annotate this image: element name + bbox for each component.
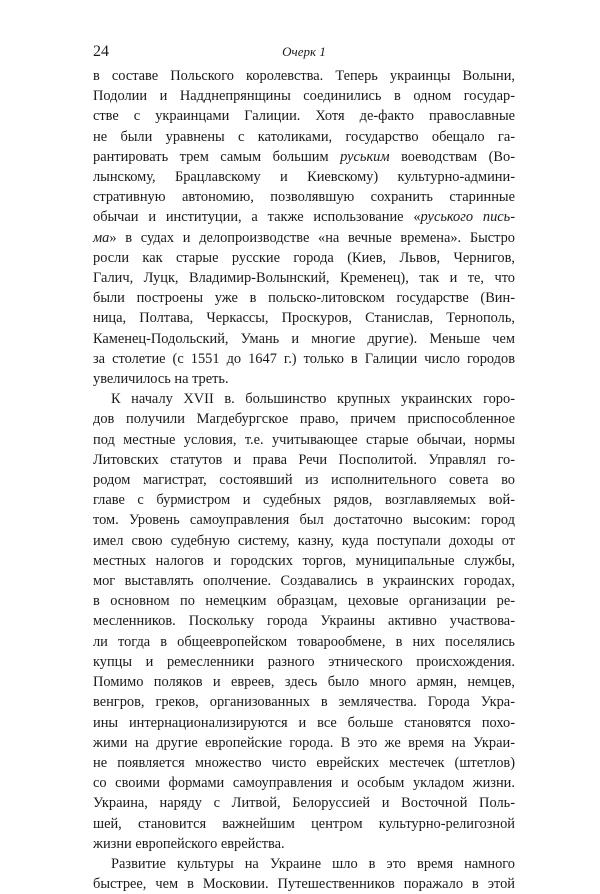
paragraph bbox=[93, 389, 515, 854]
text-run: ли тогда в общеевропейском товарообмене, в них поселялись bbox=[93, 633, 515, 650]
text-line bbox=[93, 632, 515, 652]
text-run: шей, становится важнейшим центром культурно-религозной bbox=[93, 815, 515, 832]
text-run: не появляется множество чисто еврейских местечек (штетлов) bbox=[93, 754, 515, 771]
text-line bbox=[93, 187, 515, 207]
text-line bbox=[93, 228, 515, 248]
text-run: не были уравнены с католиками, государство обещало га- bbox=[93, 128, 515, 145]
text-run: ины интернационализируются и все больше становятся похо- bbox=[93, 714, 515, 731]
text-run: в основном по немецким образцам, цеховые организации ре- bbox=[93, 593, 515, 610]
text-run: воеводствам (Во- bbox=[389, 148, 515, 165]
text-run: стве с украинцами Галиции. Хотя де-факто православные bbox=[93, 108, 515, 125]
text-run: купцы и ремесленники разного этнического происхождения. bbox=[93, 653, 515, 670]
text-run: со своими формами самоуправления и особым укладом жизни. bbox=[93, 775, 515, 792]
text-run: Помимо поляков и евреев, здесь было много армян, немцев, bbox=[93, 674, 515, 691]
text-run: Литовских статутов и права Речи Посполитой. Управлял го- bbox=[93, 451, 515, 468]
text-line bbox=[93, 470, 515, 490]
text-run: рантировать трем самым большим bbox=[93, 148, 341, 165]
text-run: месленников. Поскольку города Украины активно участвова- bbox=[93, 613, 515, 630]
running-title: Очерк 1 bbox=[282, 44, 326, 59]
text-line bbox=[93, 86, 515, 106]
text-line bbox=[93, 510, 515, 530]
text-run: » в судах и делопроизводстве «на вечные времена». Быстро bbox=[109, 229, 515, 246]
text-run: К началу XVII в. большинство крупных украинских горо- bbox=[111, 391, 515, 408]
text-run: обычаи и институции, а также использование « bbox=[93, 209, 421, 226]
text-run: Развитие культуры на Украине шло в это время намного bbox=[111, 855, 515, 872]
text-run: венгров, греков, организованных в землячества. Города Укра- bbox=[93, 694, 515, 711]
text-line bbox=[93, 430, 515, 450]
text-run: Украина, наряду с Литвой, Белоруссией и Восточной Поль- bbox=[93, 795, 515, 812]
text-line bbox=[93, 66, 515, 86]
text-run: стративную автономию, позволявшую сохранить старинные bbox=[93, 189, 515, 206]
text-line bbox=[93, 450, 515, 470]
paragraph bbox=[93, 854, 515, 894]
text-run: жизни европейского еврейства. bbox=[93, 835, 285, 852]
text-run: под местные условия, т.е. учитывающее старые обычаи, нормы bbox=[93, 431, 515, 448]
text-line bbox=[93, 773, 515, 793]
text-line bbox=[93, 753, 515, 773]
text-line bbox=[93, 551, 515, 571]
text-line bbox=[93, 369, 515, 389]
text-run: ница, Полтава, Черкассы, Проскуров, Станислав, Тернополь, bbox=[93, 310, 515, 327]
text-line bbox=[93, 874, 515, 894]
text-line bbox=[93, 531, 515, 551]
text-run: родом магистрат, состоявший из исполнительного совета во bbox=[93, 472, 515, 489]
text-run: увеличилось на треть. bbox=[93, 371, 229, 388]
paragraph bbox=[93, 66, 515, 389]
text-run: Подолии и Надднепрянщины соединились в одном государ- bbox=[93, 88, 515, 105]
text-line bbox=[93, 127, 515, 147]
text-run: были построены уже в польско-литовском государстве (Вин- bbox=[93, 290, 515, 307]
text-run: в составе Польского королевства. Теперь украинцы Волыни, bbox=[93, 68, 515, 84]
text-line bbox=[93, 409, 515, 429]
text-line bbox=[93, 611, 515, 631]
text-run: жими на другие европейские города. В это же время на Украи- bbox=[93, 734, 515, 751]
text-line bbox=[93, 490, 515, 510]
text-run: мог выставлять ополчение. Создавались в украинских городах, bbox=[93, 573, 515, 590]
page-number: 24 bbox=[93, 43, 109, 60]
italic-term: руським bbox=[340, 148, 390, 165]
text-line bbox=[93, 106, 515, 126]
text-line bbox=[93, 793, 515, 813]
text-run: имел свою судебную систему, казну, куда поступали доходы от bbox=[93, 532, 515, 549]
text-line bbox=[93, 329, 515, 349]
text-line bbox=[93, 814, 515, 834]
text-line bbox=[93, 349, 515, 369]
text-line bbox=[93, 713, 515, 733]
text-run: дов получили Магдебургское право, причем приспособленное bbox=[93, 411, 515, 428]
text-run: за столетие (с 1551 до 1647 г.) только в Галиции число городов bbox=[93, 350, 515, 367]
text-run: Каменец-Подольский, Умань и многие другие). Меньше чем bbox=[93, 330, 515, 347]
text-line bbox=[93, 692, 515, 712]
text-line bbox=[93, 147, 515, 167]
text-line bbox=[93, 207, 515, 227]
body-text bbox=[93, 66, 515, 894]
text-line bbox=[93, 854, 515, 874]
text-line bbox=[93, 571, 515, 591]
text-run: росли как старые русские города (Киев, Львов, Чернигов, bbox=[93, 249, 515, 266]
text-run: местных налогов и городских торгов, муниципальные службы, bbox=[93, 552, 515, 569]
text-line bbox=[93, 389, 515, 409]
page-header bbox=[93, 43, 515, 63]
text-run: Галич, Луцк, Владимир-Волынский, Кременец), так и те, что bbox=[93, 270, 515, 287]
italic-term: ма bbox=[93, 229, 110, 246]
text-run: быстрее, чем в Московии. Путешественников поражало в этой bbox=[93, 876, 515, 893]
text-line bbox=[93, 652, 515, 672]
text-line bbox=[93, 167, 515, 187]
text-line bbox=[93, 308, 515, 328]
text-line bbox=[93, 288, 515, 308]
text-line bbox=[93, 268, 515, 288]
text-line bbox=[93, 672, 515, 692]
text-line bbox=[93, 591, 515, 611]
text-line bbox=[93, 248, 515, 268]
text-line bbox=[93, 834, 515, 854]
italic-term: руського пись- bbox=[420, 209, 515, 226]
text-run: том. Уровень самоуправления был достаточно высоким: город bbox=[93, 512, 515, 529]
text-run: главе с бурмистром и судебных рядов, возглавляемых вой- bbox=[93, 492, 515, 509]
text-run: лынскому, Брацлавскому и Киевскому) культурно-админи- bbox=[93, 169, 515, 186]
